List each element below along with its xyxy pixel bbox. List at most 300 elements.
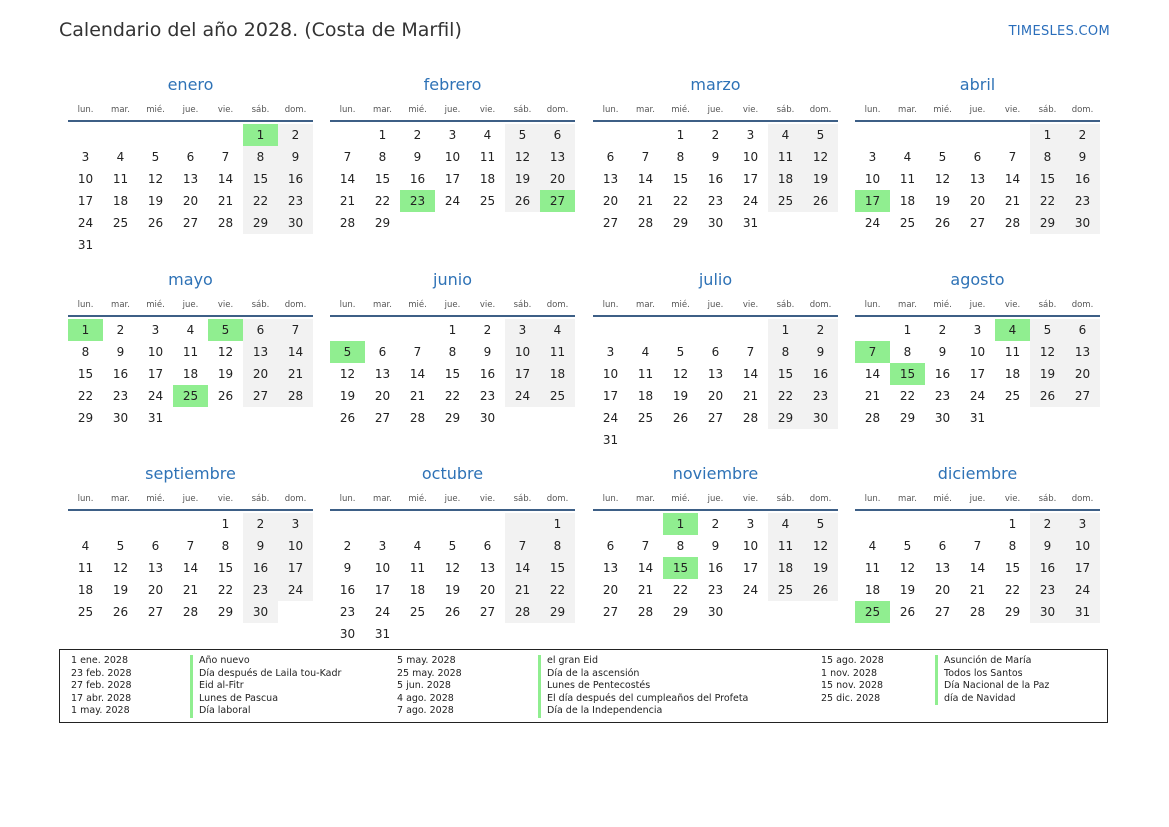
day-cell: 1: [903, 323, 912, 337]
weekday-label: mié.: [933, 494, 952, 504]
day-cell: 21: [637, 194, 654, 208]
weekday-label: lun.: [602, 105, 619, 115]
weekday-label: mar.: [373, 300, 392, 310]
day-cell: 27: [182, 216, 199, 230]
month-marzo: [593, 75, 838, 234]
legend-date: 23 feb. 2028: [71, 667, 132, 679]
day-cell: 25: [637, 411, 654, 425]
weekday-label: sáb.: [513, 494, 532, 504]
day-cell: 22: [672, 583, 689, 597]
day-cell: 12: [672, 367, 689, 381]
weekday-label: jue.: [444, 494, 461, 504]
weekday-header: [593, 295, 838, 317]
weekday-label: sáb.: [1038, 300, 1057, 310]
empty-cell: [400, 319, 435, 341]
empty-cell: [1030, 407, 1065, 429]
empty-cell: [803, 429, 838, 451]
weekday-label: mar.: [111, 105, 130, 115]
legend-holiday-name: Día después de Laila tou-Kadr: [190, 668, 341, 681]
weekday-label: mié.: [671, 494, 690, 504]
day-cell: 19: [505, 168, 540, 190]
weekday-label: jue.: [969, 105, 986, 115]
day-cell: 28: [637, 216, 654, 230]
day-cell: 6: [973, 150, 982, 164]
empty-cell: [173, 234, 208, 256]
day-cell: 9: [711, 150, 720, 164]
day-cell: 3: [81, 150, 90, 164]
day-cell: 21: [1004, 194, 1021, 208]
empty-cell: [208, 234, 243, 256]
weekday-label: vie.: [479, 494, 496, 504]
day-cell: 3: [606, 345, 615, 359]
day-cell: 27: [374, 411, 391, 425]
weekday-label: lun.: [339, 105, 356, 115]
day-cell: 11: [768, 535, 803, 557]
day-cell: 28: [409, 411, 426, 425]
day-grid: [68, 319, 313, 429]
day-cell: 22: [374, 194, 391, 208]
empty-cell: [103, 124, 138, 146]
month-title: enero: [167, 75, 214, 94]
weekday-label: jue.: [707, 300, 724, 310]
weekday-label: mié.: [408, 300, 427, 310]
day-cell: 9: [711, 539, 720, 553]
day-cell: 12: [934, 172, 951, 186]
legend-date: 4 ago. 2028: [397, 692, 454, 704]
day-cell: 11: [768, 146, 803, 168]
day-cell: 25: [1004, 389, 1021, 403]
weekday-label: sáb.: [776, 300, 795, 310]
day-cell: 13: [479, 561, 496, 575]
day-cell: 2: [343, 539, 352, 553]
weekday-label: lun.: [77, 494, 94, 504]
day-cell: 6: [243, 319, 278, 341]
day-cell: 14: [182, 561, 199, 575]
month-title: febrero: [423, 75, 482, 94]
day-cell: 9: [803, 341, 838, 363]
day-cell: 10: [444, 150, 461, 164]
day-cell: 24: [147, 389, 164, 403]
day-cell: 16: [707, 561, 724, 575]
weekday-label: mar.: [636, 300, 655, 310]
day-cell: 15: [768, 363, 803, 385]
day-cell: 31: [77, 238, 94, 252]
weekday-label: mié.: [671, 300, 690, 310]
empty-cell: [435, 623, 470, 645]
day-cell: 28: [1004, 216, 1021, 230]
day-cell: 15: [890, 363, 925, 385]
day-cell: 24: [602, 411, 619, 425]
day-cell: 26: [339, 411, 356, 425]
day-cell: 1: [1030, 124, 1065, 146]
day-cell: 23: [1065, 190, 1100, 212]
day-cell: 2: [803, 319, 838, 341]
site-link[interactable]: TIMESLES.COM: [1008, 24, 1110, 39]
day-cell: 20: [243, 363, 278, 385]
weekday-label: mié.: [408, 494, 427, 504]
month-title: abril: [959, 75, 996, 94]
day-cell: 23: [112, 389, 129, 403]
day-cell: 29: [243, 212, 278, 234]
day-cell: 27: [707, 411, 724, 425]
day-cell: 21: [182, 583, 199, 597]
day-cell: 25: [855, 601, 890, 623]
weekday-label: dom.: [284, 494, 307, 504]
empty-cell: [768, 429, 803, 451]
day-cell: 10: [602, 367, 619, 381]
day-cell: 24: [864, 216, 881, 230]
day-cell: 7: [278, 319, 313, 341]
day-cell: 12: [1030, 341, 1065, 363]
weekday-label: lun.: [864, 105, 881, 115]
empty-cell: [855, 124, 890, 146]
day-cell: 20: [969, 194, 986, 208]
day-cell: 22: [217, 583, 234, 597]
empty-cell: [593, 319, 628, 341]
empty-cell: [505, 212, 540, 234]
empty-cell: [540, 212, 575, 234]
weekday-label: dom.: [809, 494, 832, 504]
day-cell: 24: [742, 583, 759, 597]
day-cell: 23: [479, 389, 496, 403]
weekday-label: vie.: [742, 105, 759, 115]
day-cell: 6: [483, 539, 492, 553]
weekday-header: [68, 489, 313, 511]
day-cell: 17: [1065, 557, 1100, 579]
day-cell: 4: [186, 323, 195, 337]
weekday-label: vie.: [479, 105, 496, 115]
day-cell: 8: [1008, 539, 1017, 553]
empty-cell: [855, 513, 890, 535]
day-cell: 15: [663, 557, 698, 579]
weekday-label: mar.: [373, 494, 392, 504]
day-cell: 9: [1065, 146, 1100, 168]
day-cell: 31: [969, 411, 986, 425]
empty-cell: [925, 124, 960, 146]
empty-cell: [768, 212, 803, 234]
day-cell: 14: [1004, 172, 1021, 186]
weekday-label: lun.: [77, 300, 94, 310]
empty-cell: [173, 124, 208, 146]
day-cell: 13: [1065, 341, 1100, 363]
day-cell: 11: [864, 561, 881, 575]
empty-cell: [628, 124, 663, 146]
empty-cell: [138, 234, 173, 256]
day-cell: 8: [1030, 146, 1065, 168]
day-cell: 31: [1065, 601, 1100, 623]
empty-cell: [365, 319, 400, 341]
empty-cell: [628, 513, 663, 535]
empty-cell: [470, 212, 505, 234]
day-cell: 29: [540, 601, 575, 623]
day-cell: 9: [483, 345, 492, 359]
day-cell: 13: [243, 341, 278, 363]
legend-date: 1 may. 2028: [71, 705, 130, 717]
day-cell: 9: [1030, 535, 1065, 557]
day-cell: 5: [116, 539, 125, 553]
day-cell: 23: [803, 385, 838, 407]
weekday-label: dom.: [546, 105, 569, 115]
day-cell: 20: [182, 194, 199, 208]
legend-holiday-name: Día laboral: [190, 705, 250, 718]
day-cell: 26: [217, 389, 234, 403]
weekday-label: mié.: [146, 300, 165, 310]
day-cell: 29: [374, 216, 391, 230]
day-cell: 29: [899, 411, 916, 425]
day-cell: 6: [711, 345, 720, 359]
day-cell: 4: [540, 319, 575, 341]
weekday-label: dom.: [1071, 494, 1094, 504]
empty-cell: [593, 513, 628, 535]
weekday-header: [330, 100, 575, 122]
day-cell: 24: [278, 579, 313, 601]
month-title: agosto: [950, 270, 1005, 289]
weekday-label: vie.: [217, 494, 234, 504]
day-cell: 19: [672, 389, 689, 403]
day-cell: 2: [711, 128, 720, 142]
legend-holiday-name: Lunes de Pentecostés: [538, 680, 650, 693]
day-cell: 16: [278, 168, 313, 190]
day-cell: 2: [483, 323, 492, 337]
day-cell: 7: [343, 150, 352, 164]
day-cell: 5: [1030, 319, 1065, 341]
day-grid: [855, 513, 1100, 623]
day-cell: 5: [803, 513, 838, 535]
day-cell: 16: [339, 583, 356, 597]
day-cell: 7: [186, 539, 195, 553]
day-cell: 27: [243, 385, 278, 407]
day-cell: 5: [676, 345, 685, 359]
day-cell: 30: [243, 601, 278, 623]
weekday-label: lun.: [77, 105, 94, 115]
empty-cell: [400, 212, 435, 234]
empty-cell: [470, 513, 505, 535]
day-cell: 17: [374, 583, 391, 597]
day-cell: 24: [1065, 579, 1100, 601]
weekday-label: jue.: [707, 105, 724, 115]
empty-cell: [278, 601, 313, 623]
weekday-label: lun.: [602, 300, 619, 310]
day-cell: 8: [221, 539, 230, 553]
day-cell: 17: [278, 557, 313, 579]
day-cell: 11: [77, 561, 94, 575]
empty-cell: [663, 429, 698, 451]
day-cell: 26: [899, 605, 916, 619]
day-cell: 30: [934, 411, 951, 425]
day-cell: 1: [68, 319, 103, 341]
day-cell: 13: [707, 367, 724, 381]
day-cell: 17: [602, 389, 619, 403]
day-cell: 4: [483, 128, 492, 142]
day-cell: 25: [77, 605, 94, 619]
day-cell: 24: [505, 385, 540, 407]
day-cell: 19: [112, 583, 129, 597]
day-cell: 28: [637, 605, 654, 619]
day-cell: 1: [1008, 517, 1017, 531]
empty-cell: [803, 601, 838, 623]
empty-cell: [68, 124, 103, 146]
day-cell: 10: [147, 345, 164, 359]
weekday-label: sáb.: [251, 300, 270, 310]
day-cell: 26: [147, 216, 164, 230]
day-cell: 8: [903, 345, 912, 359]
day-cell: 13: [182, 172, 199, 186]
day-grid: [68, 513, 313, 623]
day-cell: 23: [243, 579, 278, 601]
empty-cell: [733, 601, 768, 623]
weekday-label: dom.: [1071, 300, 1094, 310]
weekday-label: mar.: [111, 494, 130, 504]
weekday-label: jue.: [444, 105, 461, 115]
day-cell: 20: [934, 583, 951, 597]
day-cell: 23: [707, 194, 724, 208]
weekday-header: [593, 100, 838, 122]
weekday-label: vie.: [1004, 105, 1021, 115]
day-cell: 14: [339, 172, 356, 186]
weekday-header: [330, 295, 575, 317]
day-cell: 28: [969, 605, 986, 619]
empty-cell: [173, 513, 208, 535]
day-cell: 22: [768, 385, 803, 407]
day-cell: 12: [803, 146, 838, 168]
empty-cell: [400, 513, 435, 535]
day-cell: 28: [742, 411, 759, 425]
day-cell: 8: [448, 345, 457, 359]
day-cell: 21: [409, 389, 426, 403]
empty-cell: [505, 513, 540, 535]
day-cell: 5: [803, 124, 838, 146]
day-cell: 8: [540, 535, 575, 557]
day-cell: 19: [1030, 363, 1065, 385]
day-cell: 28: [864, 411, 881, 425]
day-cell: 13: [147, 561, 164, 575]
empty-cell: [698, 319, 733, 341]
day-cell: 6: [540, 124, 575, 146]
weekday-label: dom.: [546, 494, 569, 504]
day-cell: 3: [746, 517, 755, 531]
weekday-header: [855, 489, 1100, 511]
weekday-label: mié.: [408, 105, 427, 115]
legend-date: 15 nov. 2028: [821, 680, 884, 692]
weekday-label: sáb.: [1038, 494, 1057, 504]
month-diciembre: [855, 464, 1100, 623]
day-cell: 18: [77, 583, 94, 597]
day-cell: 26: [803, 190, 838, 212]
weekday-label: dom.: [546, 300, 569, 310]
weekday-label: dom.: [809, 105, 832, 115]
day-cell: 28: [339, 216, 356, 230]
day-cell: 20: [540, 168, 575, 190]
day-cell: 16: [934, 367, 951, 381]
empty-cell: [435, 513, 470, 535]
weekday-label: mié.: [146, 105, 165, 115]
day-cell: 4: [903, 150, 912, 164]
empty-cell: [593, 124, 628, 146]
month-title: marzo: [690, 75, 741, 94]
day-cell: 20: [1065, 363, 1100, 385]
day-cell: 3: [151, 323, 160, 337]
day-cell: 5: [208, 319, 243, 341]
day-cell: 18: [637, 389, 654, 403]
day-cell: 14: [864, 367, 881, 381]
day-cell: 31: [374, 627, 391, 641]
day-cell: 18: [899, 194, 916, 208]
day-cell: 30: [339, 627, 356, 641]
day-cell: 3: [868, 150, 877, 164]
day-cell: 13: [602, 561, 619, 575]
day-cell: 4: [81, 539, 90, 553]
empty-cell: [505, 623, 540, 645]
day-cell: 10: [77, 172, 94, 186]
empty-cell: [243, 234, 278, 256]
day-cell: 8: [676, 539, 685, 553]
day-cell: 11: [1004, 345, 1021, 359]
weekday-label: mar.: [898, 105, 917, 115]
day-cell: 6: [1065, 319, 1100, 341]
empty-cell: [330, 513, 365, 535]
day-cell: 11: [540, 341, 575, 363]
weekday-label: lun.: [864, 494, 881, 504]
month-febrero: [330, 75, 575, 234]
day-cell: 21: [505, 579, 540, 601]
day-cell: 12: [444, 561, 461, 575]
legend-date: 7 ago. 2028: [397, 705, 454, 717]
day-cell: 16: [803, 363, 838, 385]
day-cell: 15: [217, 561, 234, 575]
day-cell: 6: [938, 539, 947, 553]
month-title: octubre: [421, 464, 484, 483]
month-junio: [330, 270, 575, 429]
day-cell: 29: [217, 605, 234, 619]
day-cell: 30: [112, 411, 129, 425]
day-cell: 16: [707, 172, 724, 186]
day-cell: 15: [672, 172, 689, 186]
day-cell: 10: [742, 150, 759, 164]
month-mayo: [68, 270, 313, 429]
legend-date: 1 nov. 2028: [821, 667, 877, 679]
day-cell: 25: [173, 385, 208, 407]
day-cell: 7: [641, 150, 650, 164]
day-cell: 14: [742, 367, 759, 381]
day-cell: 26: [444, 605, 461, 619]
weekday-label: vie.: [217, 300, 234, 310]
day-cell: 3: [448, 128, 457, 142]
month-title: julio: [698, 270, 733, 289]
day-cell: 22: [899, 389, 916, 403]
day-cell: 12: [803, 535, 838, 557]
day-cell: 22: [1004, 583, 1021, 597]
day-cell: 21: [278, 363, 313, 385]
day-cell: 28: [505, 601, 540, 623]
day-cell: 29: [1030, 212, 1065, 234]
day-cell: 27: [540, 190, 575, 212]
day-cell: 10: [505, 341, 540, 363]
weekday-label: mar.: [636, 105, 655, 115]
day-grid: [855, 319, 1100, 429]
weekday-label: lun.: [602, 494, 619, 504]
day-cell: 1: [663, 513, 698, 535]
empty-cell: [400, 623, 435, 645]
day-cell: 20: [602, 583, 619, 597]
weekday-label: jue.: [182, 300, 199, 310]
day-cell: 29: [672, 605, 689, 619]
day-cell: 18: [864, 583, 881, 597]
day-cell: 27: [934, 605, 951, 619]
weekday-label: lun.: [339, 494, 356, 504]
empty-cell: [960, 513, 995, 535]
day-cell: 7: [855, 341, 890, 363]
month-abril: [855, 75, 1100, 234]
